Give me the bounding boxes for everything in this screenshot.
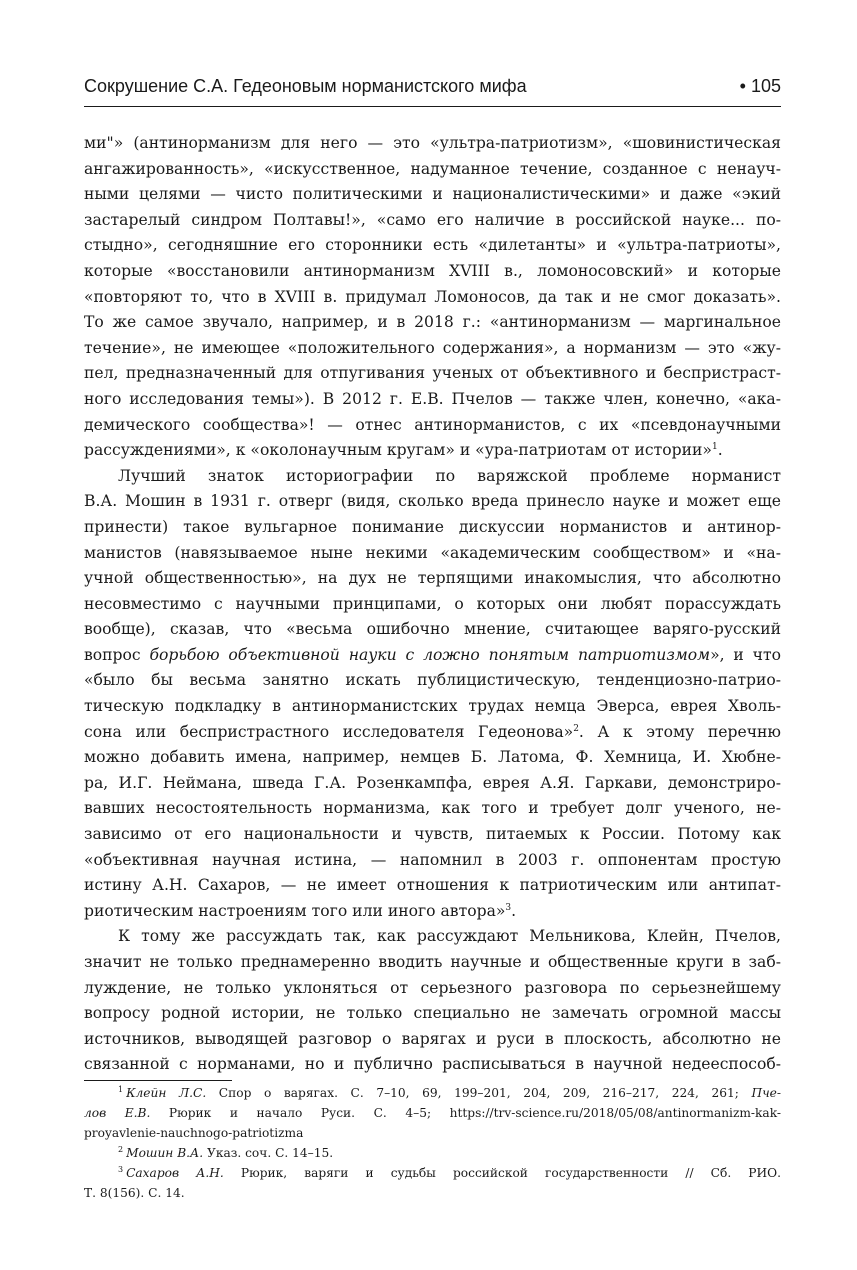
footnote-author: Клейн Л.С. bbox=[126, 1086, 207, 1100]
text-line: В.А. Мошин в 1931 г. отверг (видя, сколько вреда принесло науке и может еще bbox=[84, 492, 781, 511]
text-line: луждение, не только уклоняться от серьезного разговора по серьезнейшему bbox=[84, 978, 781, 997]
footnote-line bbox=[84, 1083, 781, 1103]
running-title: Сокрушение С.А. Гедеоновым норманистского мифа bbox=[84, 76, 527, 96]
text-line: пел, предназначенный для отпугивания ученых от объективного и беспристраст- bbox=[84, 364, 781, 383]
footnote-ref: 3 bbox=[505, 902, 512, 913]
footnote-author: Пче- bbox=[751, 1086, 781, 1100]
text-line: К тому же рассуждать так, как рассуждают Мельникова, Клейн, Пчелов, bbox=[118, 927, 781, 946]
text-line: значит не только преднамеренно вводить научные и общественные круги в заб- bbox=[84, 953, 781, 971]
footnote-rule bbox=[84, 1080, 232, 1081]
paragraph-1 bbox=[84, 131, 781, 464]
footnote-author: Мошин В.А. bbox=[126, 1146, 204, 1160]
text-line: течение», не имеющее «положительного содержания», а норманизм — это «жу- bbox=[84, 338, 781, 357]
footnote-2 bbox=[84, 1143, 781, 1163]
text-line: которые «восстановили антинорманизм XVIII в., ломоносовский» и которые bbox=[84, 261, 781, 280]
footnote-3 bbox=[84, 1163, 781, 1203]
footnote-line bbox=[84, 1163, 781, 1183]
text-line: принести) такое вульгарное понимание дискуссии норманистов и антинор- bbox=[84, 517, 781, 536]
text-line bbox=[84, 720, 781, 746]
text-segment: . bbox=[511, 901, 517, 920]
text-line: ного исследования темы»). В 2012 г. Е.В. Пчелов — также член, конечно, «ака- bbox=[84, 389, 781, 408]
text-line: вавших несостоятельность норманизма, как того и требует долг ученого, не- bbox=[84, 799, 781, 818]
text-line: источников, выводящей разговор о варягах и руси в плоскость, абсолютно не bbox=[84, 1029, 781, 1048]
text-line: «объективная научная истина, — напомнил в 2003 г. оппонентам простую bbox=[84, 850, 781, 869]
footnote-text: Спор о варягах. С. 7–10, 69, 199–201, 204, 209, 216–217, 224, 261; bbox=[206, 1086, 752, 1100]
running-header bbox=[84, 72, 781, 104]
emphasis-quote: борьбою объективной науки с ложно понятым патриотизмом bbox=[149, 645, 711, 664]
footnote-line bbox=[84, 1103, 781, 1123]
footnote-ref: 2 bbox=[573, 723, 579, 734]
footnote-mark: 2 bbox=[118, 1144, 124, 1154]
text-line: «было бы весьма занятно искать публицистическую, тенденциозно-патрио- bbox=[84, 671, 781, 690]
paragraph-2 bbox=[84, 464, 781, 925]
text-line: зависимо от его национальности и чувств, питаемых к России. Потому как bbox=[84, 825, 781, 844]
text-segment: сона или беспристрастного исследователя Гедеонова» bbox=[84, 722, 574, 741]
text-line: истину А.Н. Сахаров, — не имеет отношения к патриотическим или антипат- bbox=[84, 876, 781, 895]
paragraph-3 bbox=[84, 924, 781, 1078]
text-line: вопросу родной истории, не только специально не замечать огромной массы bbox=[84, 1004, 781, 1023]
text-segment: . bbox=[717, 441, 723, 460]
text-line: вообще), сказав, что «весьма ошибочно мнение, считающее варяго-русский bbox=[84, 620, 781, 639]
footnotes bbox=[84, 1083, 781, 1203]
footnote-mark: 3 bbox=[118, 1164, 124, 1174]
header-rule bbox=[84, 106, 781, 107]
page-number: • 105 bbox=[739, 76, 781, 96]
footnote-text: Рюрик и начало Руси. С. 4–5; https://trv-science.ru/2018/05/08/antinormanizm-kak- bbox=[150, 1106, 781, 1120]
text-line: ми"» (антинорманизм для него — это «ультра-патриотизм», «шовинистическая bbox=[84, 134, 781, 152]
text-line: ра, И.Г. Неймана, шведа Г.А. Розенкампфа, еврея А.Я. Гаркави, демонстриро- bbox=[84, 773, 781, 792]
text-line: ными целями — чисто политическими и националистическими» и даже «экий bbox=[84, 185, 781, 204]
text-line: несовместимо с научными принципами, о которых они любят порассуждать bbox=[84, 594, 781, 613]
text-line: То же самое звучало, например, и в 2018 г.: «антинорманизм — маргинальное bbox=[84, 313, 781, 332]
text-segment: », и что bbox=[710, 645, 781, 664]
text-line: «повторяют то, что в XVIII в. придумал Ломоносов, да так и не смог доказать». bbox=[84, 287, 781, 306]
text-line bbox=[84, 899, 781, 925]
text-line: манистов (навязываемое ныне некими «академическим сообществом» и «на- bbox=[84, 543, 781, 562]
text-line: связанной с норманами, но и публично расписываться в научной недееспособ- bbox=[84, 1055, 781, 1074]
text-line: Лучший знаток историографии по варяжской проблеме норманист bbox=[118, 466, 781, 485]
text-line: тическую подкладку в антинорманистских трудах немца Эверса, еврея Хволь- bbox=[84, 697, 781, 716]
text-segment: . А к этому перечню bbox=[578, 722, 781, 741]
text-segment: вопрос bbox=[84, 645, 150, 664]
footnote-line bbox=[84, 1143, 781, 1163]
text-line: стыдно», сегодняшние его сторонники есть «дилетанты» и «ультра-патриоты», bbox=[84, 236, 781, 255]
footnote-text: Указ. соч. С. 14–15. bbox=[203, 1146, 334, 1160]
text-line: учной общественностью», на дух не терпящими инакомыслия, что абсолютно bbox=[84, 569, 781, 588]
text-segment: риотическим настроениям того или иного автора» bbox=[84, 901, 506, 920]
text-line: демического сообщества»! — отнес антинорманистов, с их «псевдонаучными bbox=[84, 415, 781, 434]
text-line: застарелый синдром Полтавы!», «само его наличие в российской науке... по- bbox=[84, 210, 781, 229]
footnote-author: лов Е.В. bbox=[84, 1106, 151, 1120]
footnote-mark: 1 bbox=[118, 1084, 124, 1094]
text-segment: рассуждениями», к «околонаучным кругам» и «ура-патриотам от истории» bbox=[84, 441, 712, 460]
footnote-author: Сахаров А.Н. bbox=[126, 1166, 224, 1180]
footnote-1 bbox=[84, 1083, 781, 1143]
text-line bbox=[84, 438, 781, 464]
footnote-line: Т. 8(156). С. 14. bbox=[84, 1186, 185, 1200]
text-line: ангажированность», «искусственное, надуманное течение, созданное с ненауч- bbox=[84, 159, 781, 178]
text-line: можно добавить имена, например, немцев Б. Латома, Ф. Хемница, И. Хюбне- bbox=[84, 748, 781, 767]
text-line bbox=[84, 643, 781, 669]
footnote-line: proyavlenie-nauchnogo-patriotizma bbox=[84, 1126, 304, 1140]
footnote-ref: 1 bbox=[711, 441, 718, 452]
footnote-text: Рюрик, варяги и судьбы российской государственности // Сб. РИО. bbox=[223, 1166, 781, 1180]
body-text bbox=[84, 131, 781, 1078]
